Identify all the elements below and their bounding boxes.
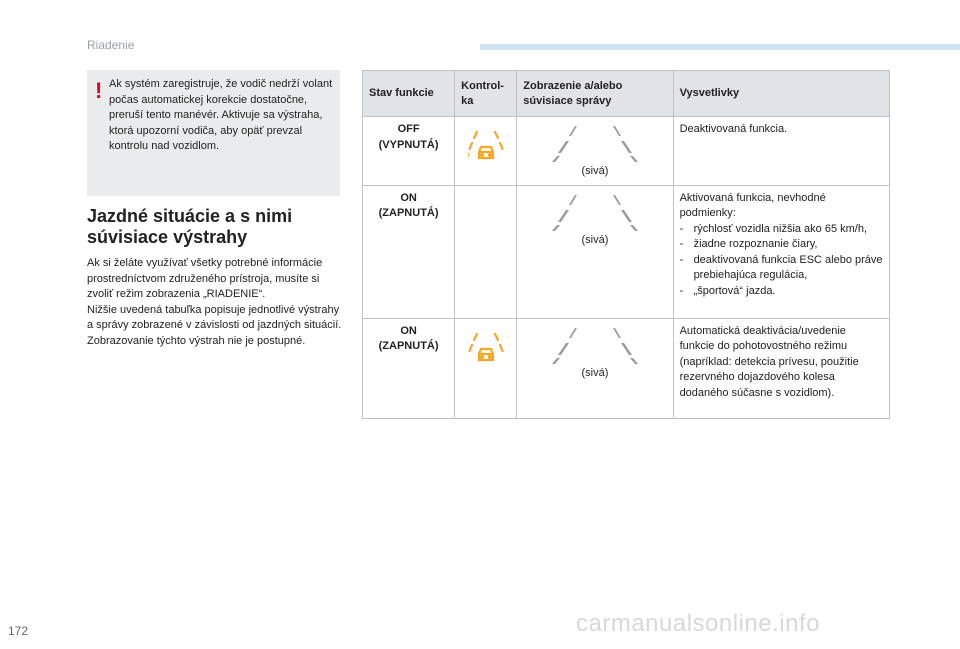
watermark: carmanualsonline.info: [576, 610, 820, 637]
column-header-explanation: Vysvetlivky: [673, 71, 889, 117]
state-cell: [363, 185, 455, 318]
state-description: (ZAPNUTÁ): [378, 340, 439, 352]
table-row: [363, 318, 890, 418]
state-cell: [363, 117, 455, 186]
lane-markings-icon: [549, 328, 641, 364]
lamp-cell: [455, 117, 517, 186]
state-value: ON: [400, 324, 417, 337]
display-color-label: (sivá): [581, 366, 609, 379]
section-heading: Jazdné situácie a s nimi súvisiace výstrahy: [87, 206, 293, 247]
state-cell: [363, 318, 455, 418]
column-header-display: Zobrazenie a/alebo súvisiace správy: [517, 71, 673, 117]
explanation-text: Automatická deaktivácia/uvedenie funkcie do pohotovostného režimu (napríklad: detekcia prívesu, použitie rezervného dojazdového kolesa dodaného súčasne s vozidlom).: [679, 324, 859, 399]
body-text: [87, 256, 347, 349]
lane-keep-warning-icon: [468, 330, 504, 366]
state-description: (VYPNUTÁ): [378, 138, 439, 151]
warning-box: [87, 70, 340, 196]
warning-text: Ak systém zaregistruje, že vodič nedrží volant počas automatickej korekcie dostatočne, preruší tento manévér. Aktivuje sa výstraha, ktorá upozorní vodiča, aby opäť prevzal kontrolu nad vozidlom.: [109, 78, 333, 152]
exclamation-icon: !: [95, 78, 103, 103]
list-item: - žiadne rozpoznanie čiary,: [680, 237, 883, 253]
display-color-label: (sivá): [581, 165, 609, 177]
section-title: Riadenie: [87, 38, 135, 52]
condition-list: [680, 222, 883, 300]
display-color-label: (sivá): [581, 233, 609, 246]
explanation-cell: [673, 185, 889, 318]
lamp-cell: [455, 318, 517, 418]
list-item: - deaktivovaná funkcia ESC alebo práve prebiehajúca regulácia,: [680, 253, 883, 284]
lane-keep-warning-icon: [468, 128, 504, 164]
body-paragraph-1: Ak si želáte využívať všetky potrebné informácie prostredníctvom združeného prístroja, musíte si zvoliť režim zobrazenia „RIADENIE“.: [87, 257, 323, 300]
body-paragraph-2: Nižšie uvedená tabuľka popisuje jednotlivé výstrahy a správy zobrazené v závislosti od jazdných situácií.: [87, 303, 342, 331]
lane-markings-icon: [549, 195, 641, 231]
table-row: [363, 117, 890, 186]
explanation-cell: [673, 117, 889, 186]
table-header-row: [363, 71, 890, 117]
list-item: - „športová“ jazda.: [680, 284, 883, 300]
list-item: - rýchlosť vozidla nižšia ako 65 km/h,: [680, 222, 883, 238]
body-paragraph-3: Zobrazovanie týchto výstrah nie je postupné.: [87, 334, 306, 347]
display-cell: [517, 117, 673, 186]
lamp-cell-empty: [455, 185, 517, 318]
display-cell: [517, 318, 673, 418]
table-row: [363, 185, 890, 318]
state-description: (ZAPNUTÁ): [378, 207, 439, 219]
state-value: OFF: [397, 123, 420, 135]
header-bar: [480, 44, 960, 50]
column-header-state: Stav funkcie: [363, 71, 455, 117]
page-number: 172: [8, 624, 29, 638]
state-value: ON: [400, 191, 417, 204]
warnings-table: [362, 70, 890, 419]
explanation-cell: [673, 318, 889, 418]
explanation-text: Deaktivovaná funkcia.: [679, 123, 788, 135]
lane-markings-icon: [549, 126, 641, 162]
column-header-lamp: Kontrol-ka: [455, 71, 517, 117]
display-cell: [517, 185, 673, 318]
explanation-intro: Aktivovaná funkcia, nevhodné podmienky:: [679, 191, 826, 219]
